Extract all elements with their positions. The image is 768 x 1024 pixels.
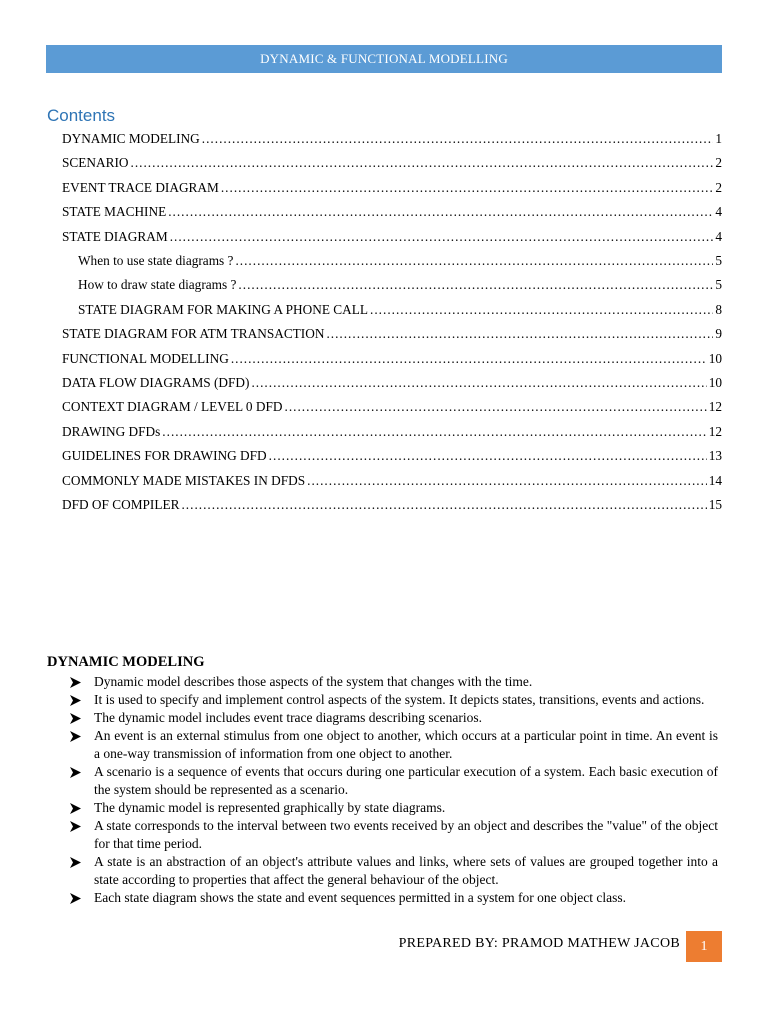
toc-dot-leader <box>162 421 706 443</box>
toc-entry-title: EVENT TRACE DIAGRAM <box>62 179 219 195</box>
toc-entry-page: 13 <box>708 448 722 464</box>
toc-entry[interactable] <box>62 396 722 418</box>
bullet-text: Dynamic model describes those aspects of the system that changes with the time. <box>94 674 533 689</box>
list-item <box>70 889 718 907</box>
arrowhead-bullet-icon <box>70 709 86 727</box>
arrowhead-bullet-icon <box>70 853 86 871</box>
toc-dot-leader <box>370 299 713 321</box>
page-number: 1 <box>700 938 708 954</box>
toc-entry-page: 2 <box>715 179 722 195</box>
list-item <box>70 817 718 853</box>
toc-dot-leader <box>326 323 713 345</box>
toc-entry-title: DFD OF COMPILER <box>62 497 180 512</box>
list-item <box>70 691 718 709</box>
list-item <box>70 673 718 691</box>
toc-dot-leader <box>231 348 707 370</box>
toc-dot-leader <box>235 250 713 272</box>
toc-entry-page: 12 <box>708 423 722 439</box>
page-number-badge <box>686 931 722 962</box>
toc-entry-page: 10 <box>708 375 722 390</box>
toc-entry-title: DYNAMIC MODELING <box>62 131 200 146</box>
toc-dot-leader <box>251 372 706 394</box>
toc-entry-title: FUNCTIONAL MODELLING <box>62 350 229 366</box>
arrowhead-bullet-icon <box>70 763 86 781</box>
arrowhead-bullet-icon <box>70 817 86 835</box>
bullet-text: An event is an external stimulus from one object to another, which occurs at a particular point in time. An event is a one-way transmission of information from one object to another. <box>94 728 718 761</box>
bullet-list <box>70 673 718 907</box>
toc-entry-title: CONTEXT DIAGRAM / LEVEL 0 DFD <box>62 399 283 415</box>
toc-entry[interactable] <box>62 470 722 492</box>
toc-entry[interactable] <box>62 299 722 321</box>
toc-entry-title: STATE DIAGRAM <box>62 228 168 244</box>
bullet-text: The dynamic model includes event trace diagrams describing scenarios. <box>94 710 482 725</box>
toc-entry[interactable] <box>62 323 722 345</box>
list-item <box>70 799 718 817</box>
toc-entry[interactable] <box>62 445 722 467</box>
list-item <box>70 727 718 763</box>
arrowhead-bullet-icon <box>70 889 86 907</box>
toc-entry-title: GUIDELINES FOR DRAWING DFD <box>62 448 267 464</box>
toc-heading: Contents <box>47 106 116 125</box>
toc-dot-leader <box>269 445 707 467</box>
toc-entry-title: DRAWING DFDs <box>62 423 161 439</box>
toc-entry-page: 4 <box>715 228 722 244</box>
toc-entry-page: 5 <box>715 253 722 268</box>
toc-entry-title: STATE MACHINE <box>62 204 167 220</box>
toc-dot-leader <box>307 470 707 492</box>
toc-entry-page: 4 <box>715 204 722 220</box>
arrowhead-bullet-icon <box>70 673 86 691</box>
footer-prepared-by: PREPARED BY: PRAMOD MATHEW JACOB <box>398 936 680 951</box>
bullet-text: Each state diagram shows the state and event sequences permitted in a system for one object class. <box>94 890 626 905</box>
toc-dot-leader <box>168 201 713 223</box>
toc-entry[interactable] <box>62 372 722 394</box>
toc-entry-title: When to use state diagrams ? <box>78 253 234 268</box>
toc-entry-page: 8 <box>715 301 722 317</box>
toc-dot-leader <box>131 152 714 174</box>
toc-entry-page: 1 <box>715 131 722 146</box>
toc-entry-page: 10 <box>708 350 722 366</box>
toc-entry-page: 14 <box>708 472 722 488</box>
list-item <box>70 853 718 889</box>
toc-entry-title: SCENARIO <box>62 155 129 171</box>
toc-entry[interactable] <box>62 226 722 248</box>
toc-entry-page: 5 <box>715 277 722 293</box>
toc-entry[interactable] <box>62 274 722 296</box>
arrowhead-bullet-icon <box>70 799 86 817</box>
toc-entry-title: How to draw state diagrams ? <box>78 277 237 293</box>
toc-entry-page: 15 <box>708 497 722 512</box>
toc-entry-title: STATE DIAGRAM FOR MAKING A PHONE CALL <box>78 301 369 317</box>
section-heading: DYNAMIC MODELING <box>47 654 205 670</box>
toc-entry[interactable] <box>62 201 722 223</box>
toc-entry[interactable] <box>62 494 722 516</box>
toc-entry-page: 2 <box>715 155 722 171</box>
toc-entry[interactable] <box>62 152 722 174</box>
arrowhead-bullet-icon <box>70 691 86 709</box>
bullet-text: The dynamic model is represented graphically by state diagrams. <box>94 800 446 815</box>
toc-dot-leader <box>202 128 714 150</box>
document-title: DYNAMIC & FUNCTIONAL MODELLING <box>260 51 508 66</box>
toc-entry[interactable] <box>62 421 722 443</box>
toc-dot-leader <box>221 177 713 199</box>
list-item <box>70 763 718 799</box>
toc-dot-leader <box>285 396 707 418</box>
list-item <box>70 709 718 727</box>
arrowhead-bullet-icon <box>70 727 86 745</box>
bullet-text: It is used to specify and implement control aspects of the system. It depicts states, transitions, events and actions. <box>94 692 705 707</box>
toc-entry-page: 12 <box>708 399 722 415</box>
bullet-text: A state is an abstraction of an object's attribute values and links, where sets of values are grouped together into a state according to properties that affect the general behaviour of the object. <box>94 854 718 887</box>
toc-entry[interactable] <box>62 348 722 370</box>
toc-entry[interactable] <box>62 250 722 272</box>
toc-entry[interactable] <box>62 128 722 150</box>
page-header-bar <box>46 45 722 73</box>
toc-entry-title: DATA FLOW DIAGRAMS (DFD) <box>62 375 250 390</box>
toc-entry-title: COMMONLY MADE MISTAKES IN DFDS <box>62 472 306 488</box>
bullet-text: A state corresponds to the interval between two events received by an object and describes the "value" of the object for that time period. <box>94 818 718 851</box>
bullet-text: A scenario is a sequence of events that occurs during one particular execution of a system. Each basic execution of the system should be represented as a scenario. <box>94 764 718 797</box>
toc-entry-title: STATE DIAGRAM FOR ATM TRANSACTION <box>62 326 325 342</box>
toc-dot-leader <box>238 274 713 296</box>
toc-entry[interactable] <box>62 177 722 199</box>
toc-dot-leader <box>170 226 714 248</box>
toc-entry-page: 9 <box>715 326 722 342</box>
toc-dot-leader <box>181 494 706 516</box>
